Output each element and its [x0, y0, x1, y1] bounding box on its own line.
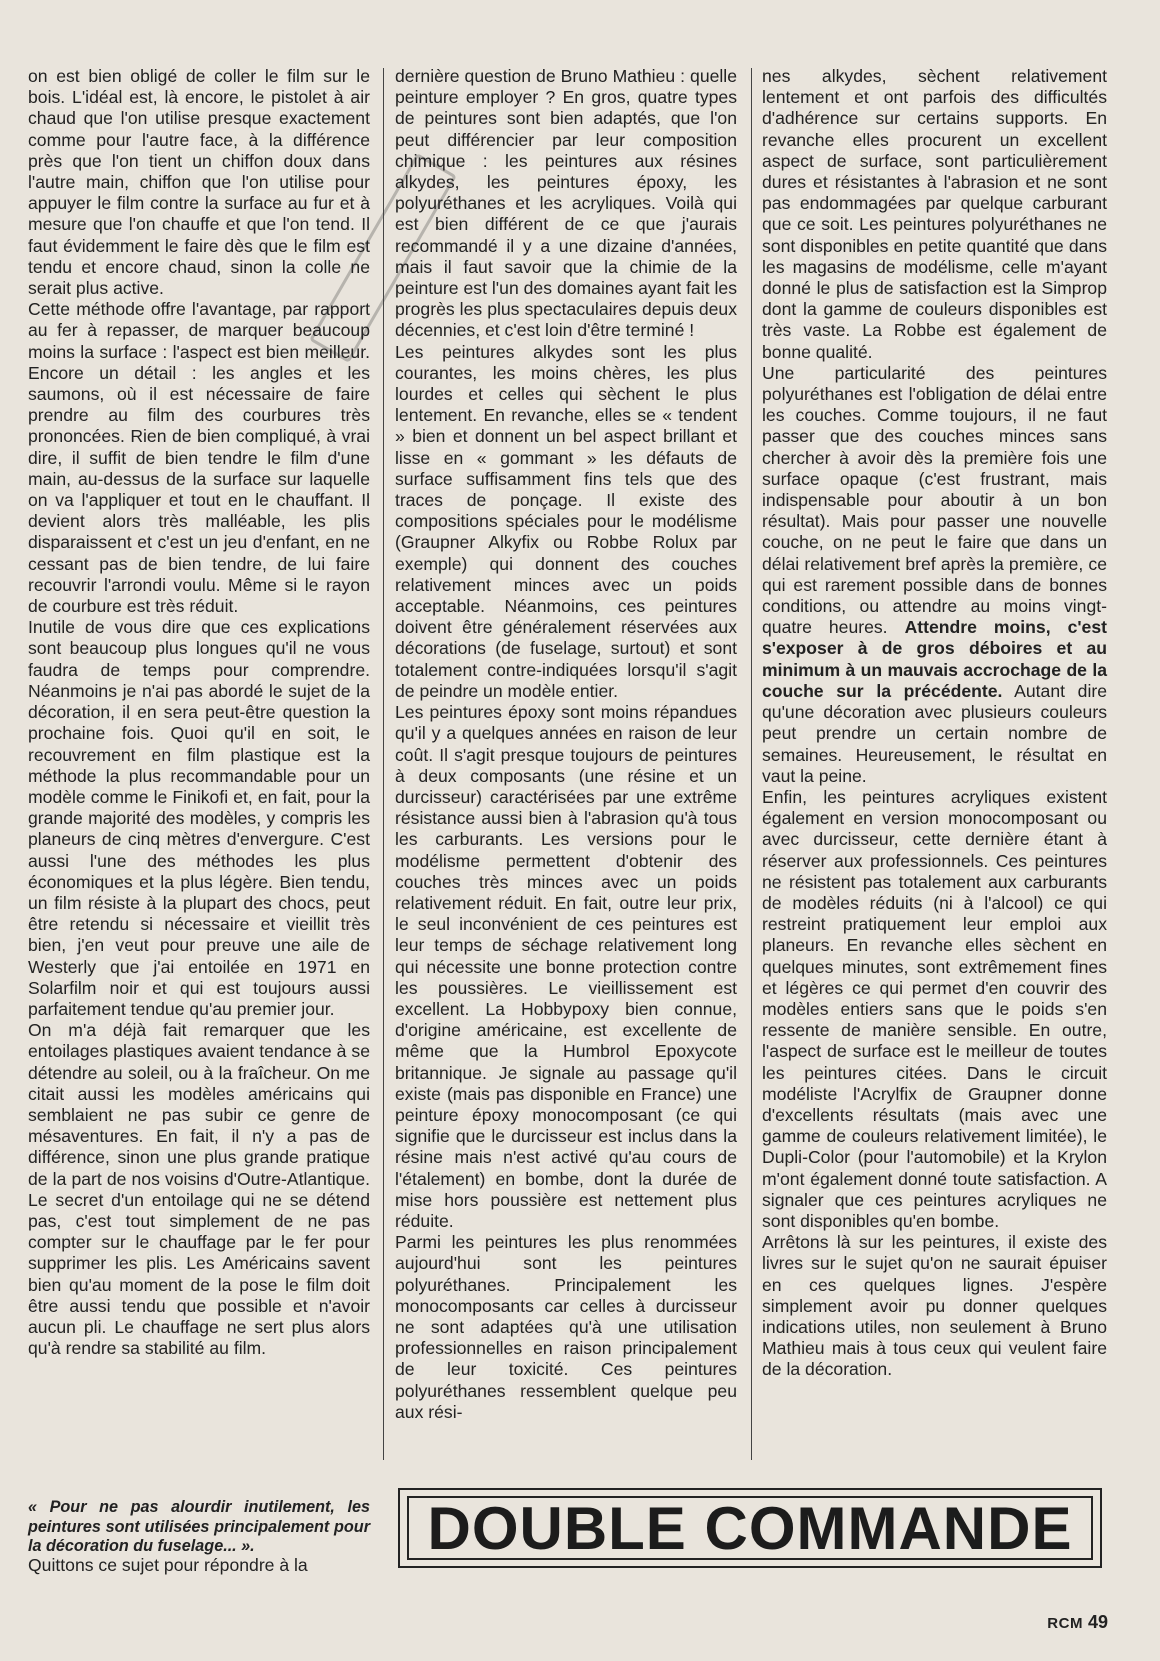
section-banner	[398, 1488, 1102, 1568]
paragraph-text: Autant dire qu'une décoration avec plusieurs couleurs peut prendre un certain nombre de semaines. Heureusement, le résultat en vaut la peine.	[762, 680, 1107, 786]
paragraph-text: Une particularité des peintures polyuréthanes est l'obligation de délai entre les couches. Comme toujours, il ne faut passer que des couches minces sans chercher à avoir dès la première fois une surface opaque (c'est frustrant, mais indispensable pour aboutir à un bon résultat). Mais pour passer une nouvelle couche, on ne peut le faire que dans un délai relativement bref après la première, ce qui est rarement possible dans de bonnes conditions, ou attendre au moins vingt-quatre heures.	[762, 362, 1107, 638]
paragraph: Quittons ce sujet pour répondre à la	[28, 1555, 308, 1575]
paragraph: Enfin, les peintures acryliques existent également en version monocomposant ou avec durcisseur, cette dernière étant à réserver aux professionnels. Ces peintures ne résistent pas totalement aux carburants de modèles réduits (ni à l'alcool) ce qui restreint pratiquement leur emploi aux planeurs. En revanche elles sèchent en quelques minutes, sont extrêmement fines et légères ce qui permet d'en couvrir des modèles entiers sans que le poids s'en ressente de manière sensible. En outre, l'aspect de surface est le meilleur de toutes les peintures citées. Dans le circuit modéliste l'Acrylfix de Graupner donne d'excellents résultats (mais avec une gamme de couleurs relativement limitée), le Dupli-Color (pour l'automobile) et la Krylon m'ont également donné toute satisfaction. A signaler que ces peintures acryliques ne sont disponibles qu'en bombe.	[762, 786, 1107, 1231]
article-column-3	[762, 66, 1107, 1381]
page-folio	[1047, 1612, 1108, 1633]
article-column-2	[395, 66, 737, 1423]
paragraph: nes alkydes, sèchent relativement lentement et ont parfois des difficultés d'adhérence sur certains supports. En revanche elles procurent un excellent aspect de surface, sont particulièrement dures et résistantes à l'abrasion et ne sont pas endommagées par quelque carburant que ce soit. Les peintures polyuréthanes ne sont disponibles en petite quantité que dans les magasins de modélisme, celle m'ayant donné le plus de satisfaction est la Simprop dont la gamme de couleurs disponibles est très vaste. La Robbe est également de bonne qualité.	[762, 66, 1107, 362]
paragraph: Les peintures époxy sont moins répandues qu'il y a quelques années en raison de leur coût. Il s'agit presque toujours de peintures à deux composants (une résine et un durcisseur) caractérisées par une extrême résistance aussi bien à l'abrasion qu'à tous les carburants. Les versions pour le modélisme permettent d'obtenir des couches très minces avec un poids relativement réduit. En fait, outre leur prix, le seul inconvénient de ces peintures est leur temps de séchage relativement long qui nécessite une bonne protection contre les poussières. Le vieillissement est excellent. La Hobbypoxy bien connue, d'origine américaine, est excellente de même que la Humbrol Epoxycote britannique. Je signale au passage qu'il existe (mais pas disponible en France) une peinture époxy monocomposant (ce qui signifie que le durcisseur est inclus dans la résine mais n'est activé qu'au cours de l'étalement) en bombe, dont la durée de mise hors poussière est nettement plus réduite.	[395, 702, 737, 1231]
column-divider	[383, 68, 384, 1460]
paragraph: Les peintures alkydes sont les plus courantes, les moins chères, les plus lourdes et celles qui sèchent le plus lentement. En revanche, elles se « tendent » bien et donnent un bel aspect brillant et lisse en « gommant » les défauts de surface suffisamment fins tels que des traces de ponçage. Il existe des compositions spéciales pour le modélisme (Graupner Alkyfix ou Robbe Rolux par exemple) qui donnent des couches relativement minces avec un poids acceptable. Néanmoins, ces peintures doivent être généralement réservées aux décorations (de fuselage, surtout) et sont totalement contre-indiquées lorsqu'il s'agit de peindre un modèle entier.	[395, 341, 737, 701]
paragraph: Parmi les peintures les plus renommées aujourd'hui sont les peintures polyuréthanes. Principalement les monocomposants car celles à durcisseur ne sont adaptées qu'à une utilisation professionnelles en raison principalement de leur toxicité. Ces peintures polyuréthanes ressemblent quelque peu aux rési-	[395, 1232, 737, 1422]
paragraph: Inutile de vous dire que ces explications sont beaucoup plus longues qu'il ne vous faudra de temps pour comprendre. Néanmoins je n'ai pas abordé le sujet de la décoration, il en sera peut-être question la prochaine fois. Quoi qu'il en soit, le recouvrement en film plastique est la méthode la plus recommandable pour un modèle comme le Finikofi et, en fait, pour la grande majorité des modèles, y compris les planeurs de cinq mètres d'envergure. C'est aussi l'une des méthodes les plus économiques et la plus légère. Bien tendu, un film résiste à la plupart des chocs, peut être retendu si nécessaire et vieillit très bien, j'en veut pour preuve une aile de Westerly que j'ai entoilée en 1971 en Solarfilm noir et qui est toujours aussi parfaitement tendue qu'au premier jour.	[28, 617, 370, 1019]
magazine-name: RCM	[1047, 1615, 1083, 1632]
paragraph: Arrêtons là sur les peintures, il existe des livres sur le sujet qu'on ne saurait épuiser en ces quelques lignes. J'espère simplement avoir pu donner quelques indications utiles, non seulement à Bruno Mathieu mais à tous ceux qui veulent faire de la décoration.	[762, 1232, 1107, 1380]
banner-title: DOUBLE COMMANDE	[407, 1496, 1093, 1560]
page-number: 49	[1087, 1612, 1108, 1632]
paragraph: Cette méthode offre l'avantage, par rapport au fer à repasser, de marquer beaucoup moins la surface : l'aspect est bien meilleur. Encore un détail : les angles et les saumons, où il est nécessaire de faire prendre au film des courbures très prononcées. Rien de bien compliqué, à vrai dire, il suffit de bien tendre le film d'une main, au-dessus de la surface sur laquelle on va l'appliquer et tout en le chauffant. Il devient alors très malléable, les plis disparaissent et c'est un jeu d'enfant, en ne cessant pas de bien tendre, de lui faire recouvrir l'arrondi voulu. Même si le rayon de courbure est très réduit.	[28, 299, 370, 617]
paragraph	[762, 363, 1107, 787]
column-divider	[751, 68, 752, 1460]
article-column-1	[28, 66, 370, 1359]
paragraph: on est bien obligé de coller le film sur le bois. L'idéal est, là encore, le pistolet à air chaud que l'on utilise presque exactement comme pour l'autre face, à la différence près que l'on tient un chiffon doux dans l'autre main, chiffon que l'on utilise pour appuyer le film contre la surface au fur et à mesure que l'on chauffe et que l'on tend. Il faut évidemment le faire dès que le film est tendu et encore chaud, sinon la colle ne serait plus active.	[28, 66, 370, 299]
pull-quote-caption: « Pour ne pas alourdir inutilement, les peintures sont utilisées principalement pour la décoration du fuselage... ».	[28, 1498, 370, 1555]
emphasis-text: Attendre moins, c'est s'exposer à de gros déboires et au minimum à un mauvais accrochage de la couche sur la précédente.	[762, 617, 1107, 701]
paragraph: dernière question de Bruno Mathieu : quelle peinture employer ? En gros, quatre types de peintures sont bien adaptés, que l'on peut différencier par leur composition chimique : les peintures aux résines alkydes, les peintures époxy, les polyuréthanes et les acryliques. Voilà qui est bien différent de ce que j'aurais recommandé il y a une dizaine d'années, mais il faut savoir que la chimie de la peinture est l'un des domaines ayant fait les progrès les plus spectaculaires depuis deux décennies, et c'est loin d'être terminé !	[395, 66, 737, 341]
paragraph: On m'a déjà fait remarquer que les entoilages plastiques avaient tendance à se détendre au soleil, ou à la fraîcheur. On me citait aussi les modèles américains qui semblaient ne pas subir ce genre de mésaventures. En fait, il n'y a pas de différence, sinon une plus grande pratique de la part de nos voisins d'Outre-Atlantique. Le secret d'un entoilage qui ne se détend pas, c'est tout simplement de ne pas compter sur le chauffage par le fer pour supprimer les plis. Les Américains savent bien qu'au moment de la pose le film doit être aussi tendu que possible et n'avoir aucun pli. Le chauffage ne sert plus alors qu'à rendre sa stabilité au film.	[28, 1020, 370, 1359]
